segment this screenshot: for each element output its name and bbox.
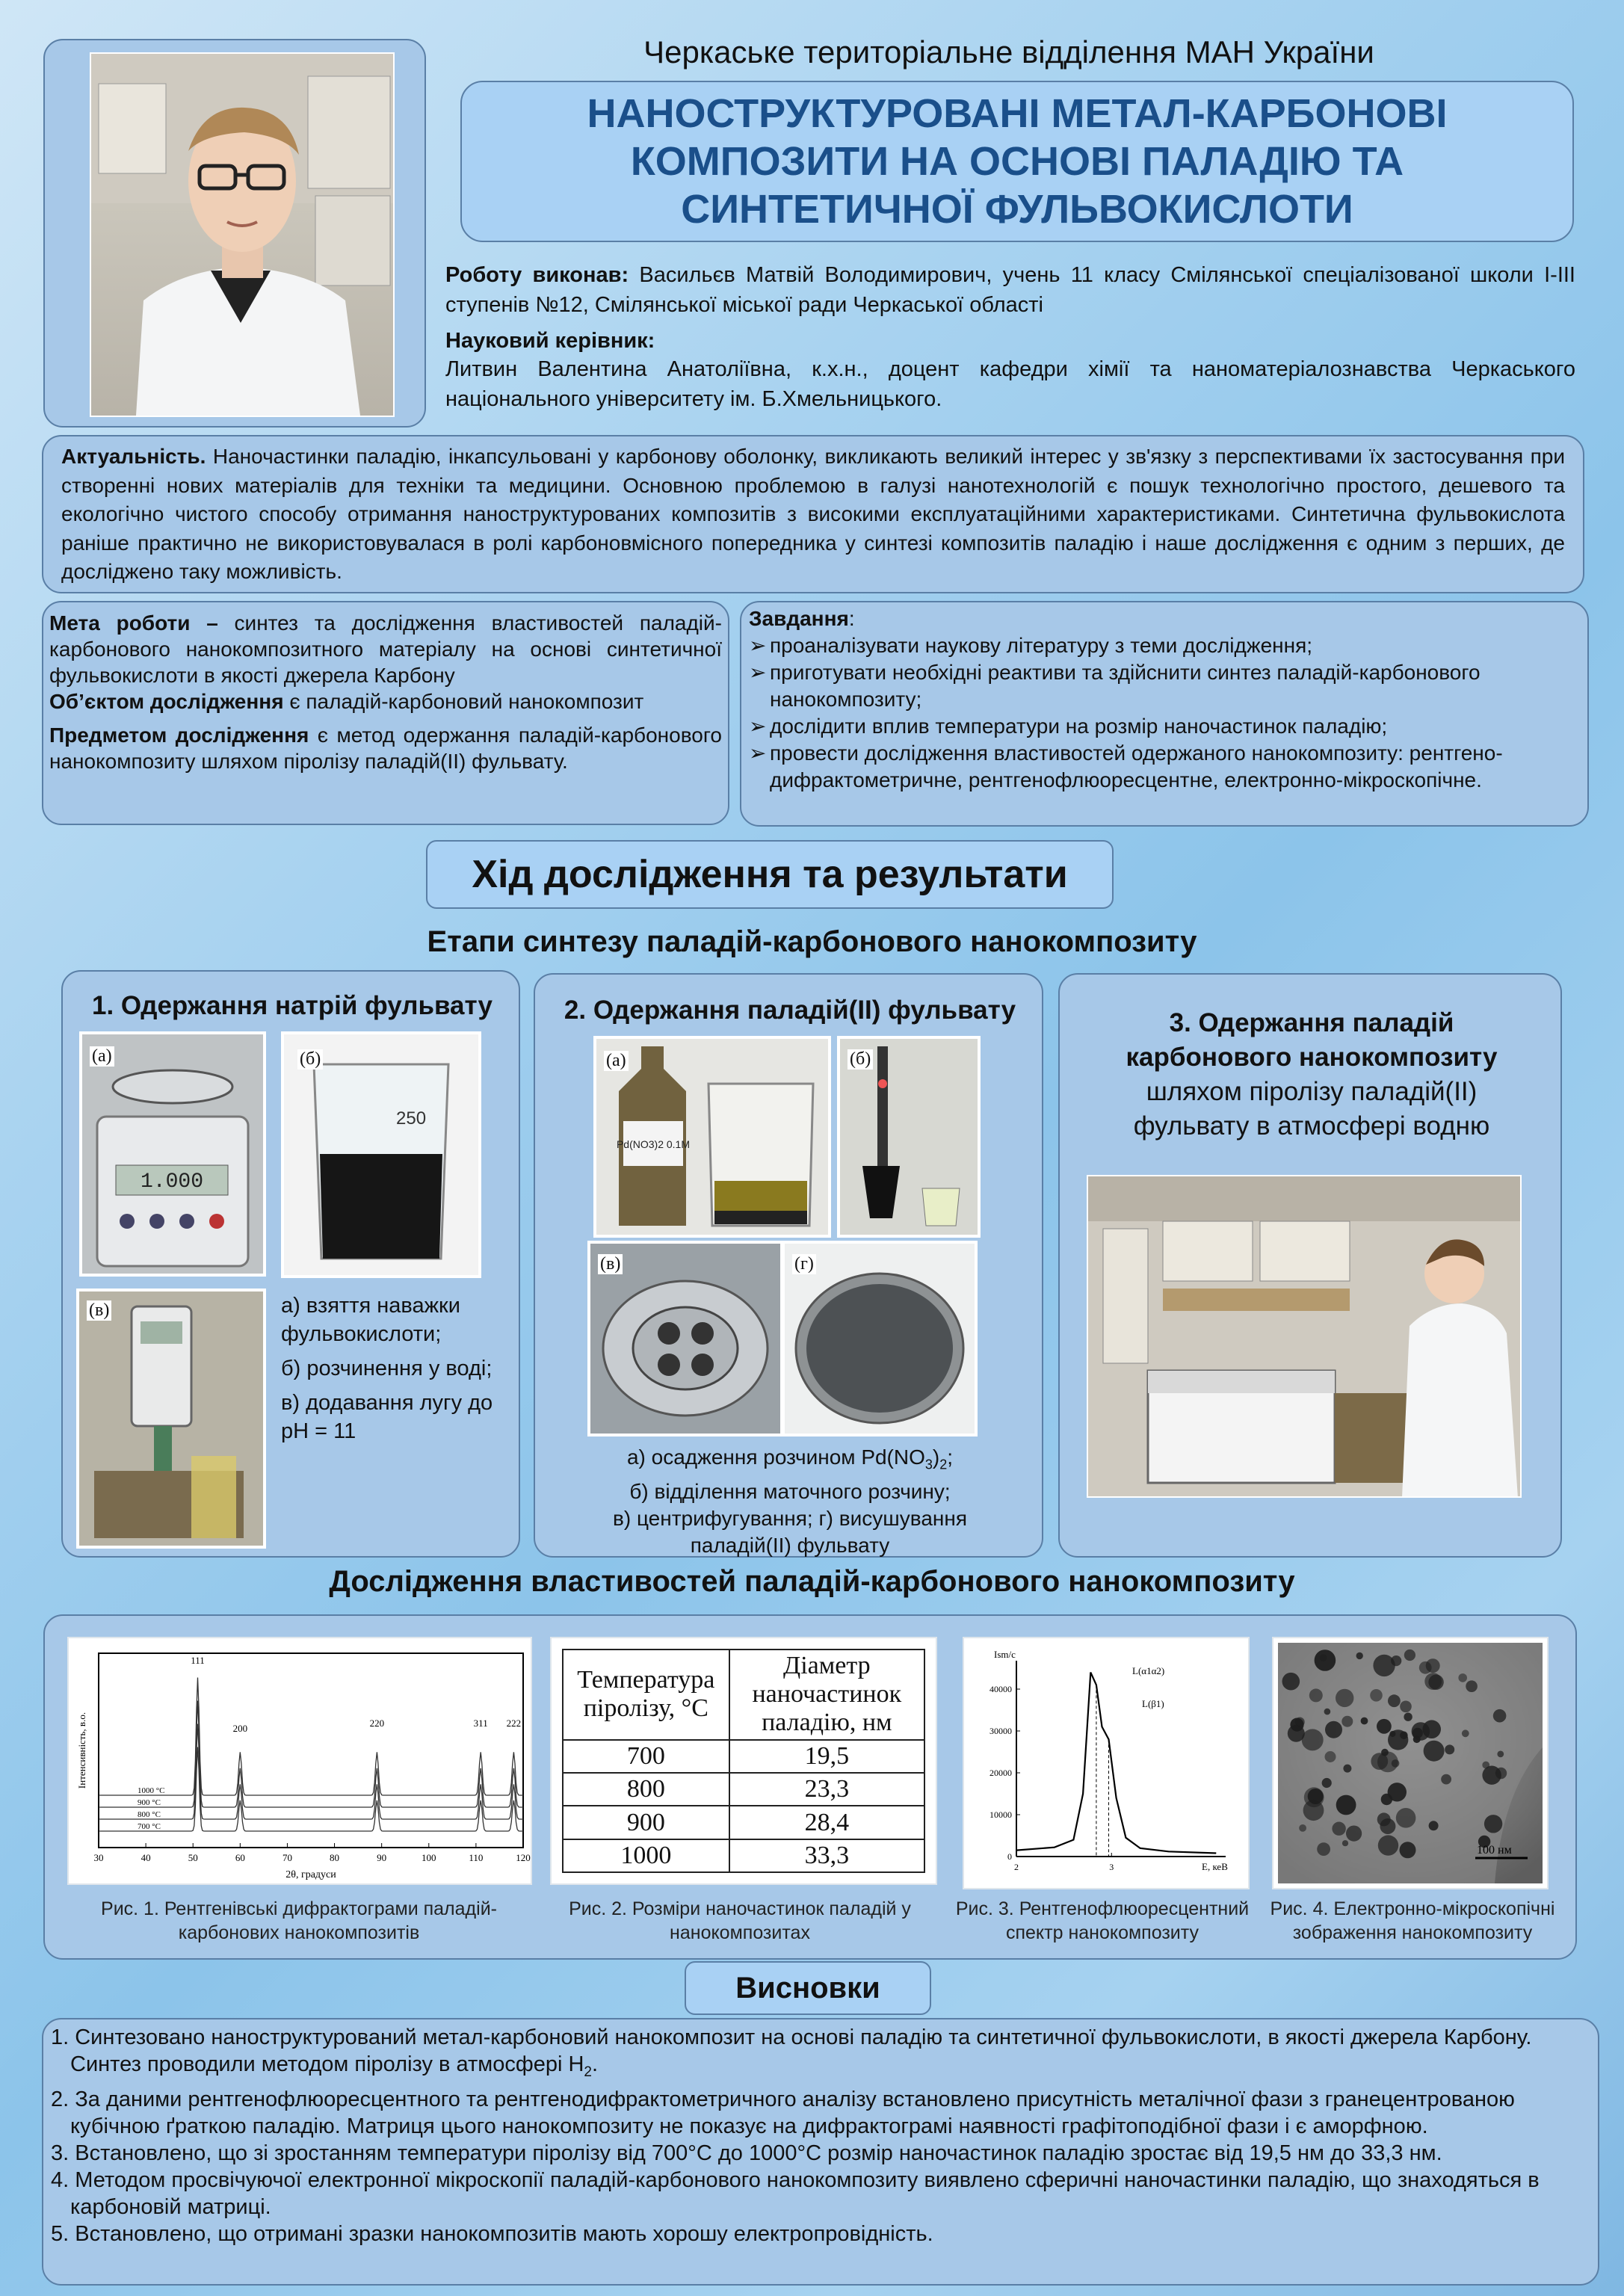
tem-nanoparticle — [1484, 1815, 1502, 1833]
table-cell-diameter: 23,3 — [729, 1773, 924, 1806]
progress-heading-box — [426, 840, 1114, 909]
tem-nanoparticle — [1422, 1720, 1441, 1738]
figure-2-caption: Рис. 2. Розміри наночастинок паладій у нанокомпозитах — [569, 1898, 911, 1943]
tem-nanoparticle — [1299, 1824, 1306, 1832]
tem-nanoparticle — [1302, 1729, 1324, 1750]
tem-nanoparticle — [1396, 1808, 1416, 1828]
tasks-label: Завдання — [749, 607, 849, 630]
xrd-series-label: 800 °C — [138, 1810, 161, 1819]
xrf-y-tick-label: 40000 — [989, 1684, 1012, 1694]
goal-label: Мета роботи – — [49, 611, 218, 635]
organization-name: Черкаське територіальне відділення МАН України — [643, 34, 1374, 70]
table-row — [563, 1806, 924, 1839]
task-item: ➢ приготувати необхідні реактиви та здійснити синтез паладій-карбонового нанокомпозиту; — [749, 659, 1580, 713]
tem-nanoparticle — [1388, 1783, 1407, 1801]
relevance-label: Актуальність. — [61, 445, 206, 468]
photo-label-a: (а) — [604, 1051, 629, 1071]
figure-4-caption: Рис. 4. Електронно-мікроскопічні зображення нанокомпозиту — [1270, 1898, 1555, 1943]
portrait-panel — [43, 39, 426, 428]
scale-drawing — [82, 1034, 263, 1274]
xrf-chart — [964, 1638, 1248, 1888]
xrd-x-ticks — [94, 1843, 531, 1863]
table-cell-temperature: 800 — [563, 1773, 729, 1806]
xrd-series-label: 900 °C — [138, 1798, 161, 1807]
tem-nanoparticle — [1445, 1744, 1454, 1754]
tem-nanoparticle — [1332, 1822, 1345, 1836]
conclusions-heading-box — [685, 1961, 931, 2015]
tem-nanoparticle — [1388, 1694, 1401, 1707]
conclusions-heading: Висновки — [735, 1972, 880, 2005]
step2-desc-g: паладій(ІІ) фульвату — [690, 1533, 890, 1557]
size-table-figure — [550, 1637, 937, 1885]
conclusion-item-1 — [51, 2024, 1590, 2086]
subject-block — [49, 722, 722, 774]
xrd-x-tick-label: 30 — [93, 1852, 104, 1863]
photo-label-v: (в) — [87, 1300, 111, 1321]
xrd-peak-label: 222 — [506, 1718, 522, 1729]
table-cell-temperature: 900 — [563, 1806, 729, 1839]
poster-title-line-2: КОМПОЗИТИ НА ОСНОВІ ПАЛАДІЮ ТА — [630, 139, 1404, 184]
step2-desc-v: в) центрифугування; г) висушування — [612, 1506, 967, 1530]
subject-text: є метод одержання паладій-карбонового нанокомпозиту шляхом піролізу паладій(ІІ) фульвату. — [49, 723, 723, 773]
step3-panel — [1058, 973, 1562, 1558]
xrd-plot-frame — [99, 1653, 523, 1848]
tasks-list — [749, 632, 1580, 794]
xrd-x-tick-label: 90 — [377, 1852, 387, 1863]
photo-label-b: (б) — [847, 1049, 873, 1070]
tasks-colon: : — [848, 607, 855, 630]
author-info — [445, 260, 1575, 320]
furnace-drawing — [1088, 1176, 1522, 1498]
step1-description — [281, 1292, 505, 1445]
table-row — [563, 1839, 924, 1872]
step3-title-line-1: 3. Одержання паладій — [1169, 1008, 1454, 1037]
tem-nanoparticle — [1373, 1655, 1395, 1676]
figure-3-caption: Рис. 3. Рентгенофлюоресцентний спектр нанокомпозиту — [955, 1898, 1250, 1943]
figure-1-caption: Рис. 1. Рентгенівські дифрактограми паладій-карбонових нанокомпозитів — [101, 1898, 497, 1943]
tem-nanoparticle — [1429, 1821, 1439, 1830]
tem-nanoparticle — [1493, 1709, 1507, 1723]
tem-nanoparticle — [1356, 1652, 1363, 1659]
subject-label: Предметом дослідження — [49, 723, 309, 747]
xrf-y-axis-label: Ism/c — [994, 1649, 1016, 1660]
xrf-y-tick-label: 10000 — [989, 1809, 1012, 1820]
xrd-x-tick-label: 70 — [282, 1852, 292, 1863]
tem-nanoparticle — [1336, 1689, 1353, 1707]
step2-title: 2. Одержання паладій(ІІ) фульвату — [564, 996, 1016, 1025]
pd-bottle-label: Pd(NO3)2 0.1M — [616, 1138, 691, 1150]
tem-nanoparticle — [1495, 1768, 1507, 1779]
beaker-drawing — [284, 1034, 478, 1275]
supervisor-text: Литвин Валентина Анатоліївна, к.х.н., доцент кафедри хімії та наноматеріалознавства Черкаського національного університету ім. Б.Хмельницького. — [445, 357, 1575, 411]
step3-subtitle-line-2: фульвату в атмосфері водню — [1133, 1111, 1490, 1141]
furnace-photo — [1087, 1175, 1522, 1498]
tem-nanoparticle — [1462, 1729, 1469, 1737]
tem-nanoparticle — [1377, 1719, 1392, 1734]
step1-desc-v: в) додавання лугу до рН = 11 — [281, 1391, 493, 1443]
xrd-x-tick-label: 120 — [516, 1852, 531, 1863]
beaker-volume-text: 250 — [396, 1108, 427, 1129]
step2-desc-a-close: ) — [932, 1445, 940, 1469]
xrf-y-tick-label: 30000 — [989, 1726, 1012, 1736]
xrd-peak-label: 220 — [369, 1718, 385, 1729]
tem-nanoparticle — [1342, 1840, 1348, 1846]
particle-size-table — [562, 1649, 925, 1873]
tem-nanoparticle — [1308, 1789, 1324, 1804]
progress-heading: Хід дослідження та результати — [472, 853, 1068, 896]
conclusion-item-3: 3. Встановлено, що зі зростанням температури піролізу від 700°С до 1000°С розмір наночастинок паладію зростає від 19,5 нм до 33,3 нм. — [51, 2141, 1442, 2165]
tem-nanoparticle — [1309, 1688, 1323, 1702]
xrd-peak-label: 200 — [232, 1723, 248, 1734]
tem-nanoparticle — [1441, 1774, 1451, 1785]
synthesis-heading: Етапи синтезу паладій-карбонового нанокомпозиту — [427, 925, 1197, 958]
xrf-x-axis-label: E, кеВ — [1202, 1861, 1228, 1872]
tem-nanoparticle — [1466, 1680, 1478, 1692]
ph-meter-drawing — [79, 1292, 263, 1546]
tem-nanoparticle — [1400, 1701, 1412, 1713]
tem-nanoparticle — [1424, 1673, 1442, 1690]
conclusion-item-4: 4. Методом просвічуючої електронної мікроскопії паладій-карбонового нанокомпозиту виявлено сферичні наночастинки паладію, що знаходяться в карбоновій матриці. — [51, 2167, 1540, 2219]
step2-desc-b: б) відділення маточного розчину; — [629, 1479, 951, 1503]
properties-panel — [43, 1614, 1577, 1960]
table-header-row — [563, 1650, 924, 1740]
xrd-peak-label: 111 — [191, 1655, 205, 1666]
xrd-x-tick-label: 60 — [235, 1852, 245, 1863]
conclusion-1-text: 1. Синтезовано наноструктурований метал-карбоновий нанокомпозит на основі паладію та синтетичної фульвокислоти, в якості джерела Карбону. Синтез проводили методом піролізу в атмосфері Н — [51, 2025, 1532, 2076]
step2-panel — [534, 973, 1043, 1558]
task-item: ➢ дослідити вплив температури на розмір наночастинок паладію; — [749, 713, 1580, 740]
xrf-spectrum-line — [1016, 1673, 1216, 1854]
object-text: є паладій-карбоновий нанокомпозит — [283, 690, 644, 713]
pd-nitrate-photo — [593, 1036, 831, 1238]
step1-panel — [61, 970, 520, 1558]
step3-title — [1060, 1006, 1563, 1144]
xrd-y-axis-label: Інтенсивність, в.о. — [76, 1712, 87, 1789]
xrf-annotation-2: L(β1) — [1142, 1698, 1164, 1709]
xrd-series-line — [99, 1678, 523, 1796]
conclusion-1-sub: 2 — [584, 2064, 592, 2080]
title-box — [460, 81, 1574, 242]
xrd-series-label: 700 °C — [138, 1822, 161, 1831]
dried-product-photo — [782, 1241, 978, 1436]
tem-nanoparticle — [1290, 1718, 1303, 1732]
table-row — [563, 1773, 924, 1806]
tem-nanoparticle — [1322, 1778, 1332, 1788]
scale-display-text: 1.000 — [140, 1170, 204, 1194]
table-row — [563, 1740, 924, 1773]
step3-subtitle-line-1: шляхом піролізу паладій(ІІ) — [1146, 1077, 1478, 1106]
tem-nanoparticle — [1324, 1709, 1331, 1715]
tem-nanoparticle — [1458, 1673, 1467, 1682]
photo-label-a: (а) — [90, 1046, 114, 1067]
beaker-photo — [281, 1031, 481, 1278]
tem-nanoparticle — [1400, 1842, 1416, 1858]
xrd-x-tick-label: 110 — [469, 1852, 484, 1863]
step2-desc-a-text: а) осадження розчином Pd(NO — [626, 1445, 925, 1469]
tem-nanoparticle — [1370, 1689, 1383, 1702]
step2-description — [535, 1444, 1045, 1559]
xrf-x-tick-label: 2 — [1014, 1862, 1019, 1872]
xrd-peak-label: 311 — [473, 1718, 488, 1729]
xrf-ticks — [989, 1684, 1114, 1872]
xrd-x-tick-label: 50 — [188, 1852, 198, 1863]
table-header-diameter: Діаметр наночастинок паладію, нм — [729, 1650, 924, 1740]
tem-nanoparticle — [1497, 1751, 1504, 1758]
student-portrait-drawing — [91, 54, 393, 416]
task-item: ➢ проаналізувати наукову літературу з теми дослідження; — [749, 632, 1580, 659]
tem-nanoparticle — [1413, 1735, 1421, 1743]
tem-nanoparticle — [1388, 1729, 1408, 1750]
step2-desc-a-sub2: 2 — [939, 1457, 948, 1472]
xrd-series-lines — [99, 1678, 523, 1832]
tem-nanoparticle — [1404, 1713, 1412, 1721]
tem-nanoparticle — [1378, 1835, 1398, 1855]
filtration-photo — [837, 1036, 981, 1238]
conclusions-panel — [42, 2018, 1599, 2286]
tem-nanoparticle — [1404, 1650, 1415, 1661]
conclusion-1-end: . — [591, 2052, 599, 2076]
xrd-x-tick-label: 80 — [330, 1852, 340, 1863]
tem-nanoparticle — [1424, 1741, 1445, 1762]
tem-nanoparticle — [1320, 1654, 1327, 1661]
tem-image — [1278, 1643, 1543, 1883]
xrd-chart — [69, 1638, 531, 1883]
xrd-series-line — [99, 1724, 523, 1820]
poster-title-line-1: НАНОСТРУКТУРОВАНІ МЕТАЛ-КАРБОНОВІ — [587, 91, 1448, 136]
tem-figure — [1272, 1637, 1549, 1889]
student-portrait — [90, 52, 395, 417]
task-item: ➢ провести дослідження властивостей одержаного нанокомпозиту: рентгено-дифрактометричне, рентгенофлюоресцентне, електронно-мікроскопічне. — [749, 740, 1580, 794]
tem-nanoparticle — [1343, 1765, 1351, 1773]
properties-heading: Дослідження властивостей паладій-карбонового нанокомпозиту — [329, 1565, 1295, 1598]
table-cell-diameter: 19,5 — [729, 1740, 924, 1773]
xrd-figure — [67, 1637, 532, 1885]
table-cell-diameter: 28,4 — [729, 1806, 924, 1839]
photo-label-v: (в) — [598, 1254, 623, 1274]
goal-text-block — [49, 610, 722, 688]
tem-nanoparticle — [1361, 1718, 1368, 1725]
photo-label-b: (б) — [297, 1049, 323, 1070]
table-cell-diameter: 33,3 — [729, 1839, 924, 1872]
tem-nanoparticle — [1346, 1826, 1362, 1842]
object-block — [49, 688, 722, 715]
table-header-temperature: Температура піролізу, °С — [563, 1650, 729, 1740]
tem-scale-label: 100 нм — [1477, 1844, 1512, 1857]
xrf-figure — [963, 1637, 1250, 1889]
xrf-y-tick-label: 20000 — [989, 1768, 1012, 1778]
scale-photo — [79, 1031, 266, 1277]
object-label: Об’єктом дослідження — [49, 690, 284, 713]
table-cell-temperature: 700 — [563, 1740, 729, 1773]
pd-nitrate-drawing — [596, 1039, 828, 1235]
tasks-heading — [749, 605, 1580, 632]
tem-nanoparticle — [1317, 1842, 1330, 1856]
tem-nanoparticle — [1282, 1673, 1300, 1691]
conclusion-item-5: 5. Встановлено, що отримані зразки нанокомпозитів мають хорошу електропровідність. — [51, 2221, 933, 2246]
tem-nanoparticle — [1336, 1795, 1356, 1815]
tasks-panel — [740, 601, 1589, 827]
step2-desc-a — [535, 1444, 1045, 1478]
xrd-x-tick-label: 40 — [141, 1852, 151, 1863]
step3-title-line-2: карбонового нанокомпозиту — [1126, 1043, 1498, 1072]
xrf-x-tick-label: 3 — [1109, 1862, 1114, 1872]
goal-text: синтез та дослідження властивостей паладій-карбонового нанокомпозитного матеріалу на основі синтетичної фульвокислоти в якості джерела Карбону — [49, 611, 722, 687]
xrd-peak-labels — [191, 1655, 521, 1734]
relevance-text: Наночастинки паладію, інкапсульовані у карбонову оболонку, викликають великий інтерес у зв'язку з перспективами їх застосування при створенні нових матеріалів для техніки та медицини. Основною проблемою в галузі нанотехнологій є пошук технологічно простого, дешевого та екологічно чистого способу отримання наноструктурованих композитів з високими експлуатаційними характеристиками. Синтетична фульвокислота раніше практично не використовувалася в ролі карбоновмісного попередника у синтезі композитів паладію і наше дослідження є одним з перших, де досліджено таку можливість. — [61, 445, 1565, 583]
centrifuge-photo — [587, 1241, 783, 1436]
supervisor-label: Науковий керівник: — [445, 329, 655, 353]
tem-nanoparticle — [1325, 1721, 1342, 1738]
step2-desc-a-sub1: 3 — [924, 1457, 933, 1472]
poster-title-line-3: СИНТЕТИЧНОЇ ФУЛЬВОКИСЛОТИ — [681, 187, 1353, 232]
step2-desc-a-end: ; — [947, 1445, 954, 1469]
tem-nanoparticle — [1419, 1661, 1432, 1674]
ph-meter-photo — [76, 1289, 266, 1549]
table-cell-temperature: 1000 — [563, 1839, 729, 1872]
tem-nanoparticle — [1377, 1752, 1398, 1773]
tem-nanoparticle — [1342, 1716, 1353, 1727]
goal-panel — [42, 601, 729, 825]
xrd-series-labels — [138, 1786, 165, 1831]
conclusion-item-2: 2. За даними рентгенофлюоресцентного та рентгенодифрактометричного аналізу встановлено присутність металічної фази з гранецентрованою кубічною ґраткою паладію. Матриця цього нанокомпозиту не показує на дифрактограмі наявності графітоподібної фази і є аморфною. — [51, 2087, 1515, 2138]
xrd-series-label: 1000 °C — [138, 1786, 165, 1795]
xrd-x-axis-label: 2θ, градуси — [285, 1869, 336, 1880]
tem-nanoparticle — [1380, 1818, 1395, 1834]
photo-label-g: (г) — [792, 1254, 816, 1274]
step1-desc-a: а) взяття наважки фульвокислоти; — [281, 1294, 460, 1346]
xrd-x-tick-label: 100 — [422, 1852, 436, 1863]
author-text: Васильєв Матвій Володимирович, учень 11 класу Смілянської спеціалізованої школи I-III ступенів №12, Смілянської міської ради Черкаської області — [445, 263, 1575, 317]
tem-nanoparticle — [1325, 1751, 1336, 1762]
relevance-panel — [42, 435, 1584, 593]
step1-title: 1. Одержання натрій фульвату — [91, 991, 493, 1020]
author-label: Роботу виконав: — [445, 263, 629, 287]
xrf-annotation-1: L(α1α2) — [1132, 1665, 1165, 1676]
xrf-y-tick-label: 0 — [1007, 1851, 1012, 1862]
step1-desc-b: б) розчинення у воді; — [281, 1357, 493, 1380]
